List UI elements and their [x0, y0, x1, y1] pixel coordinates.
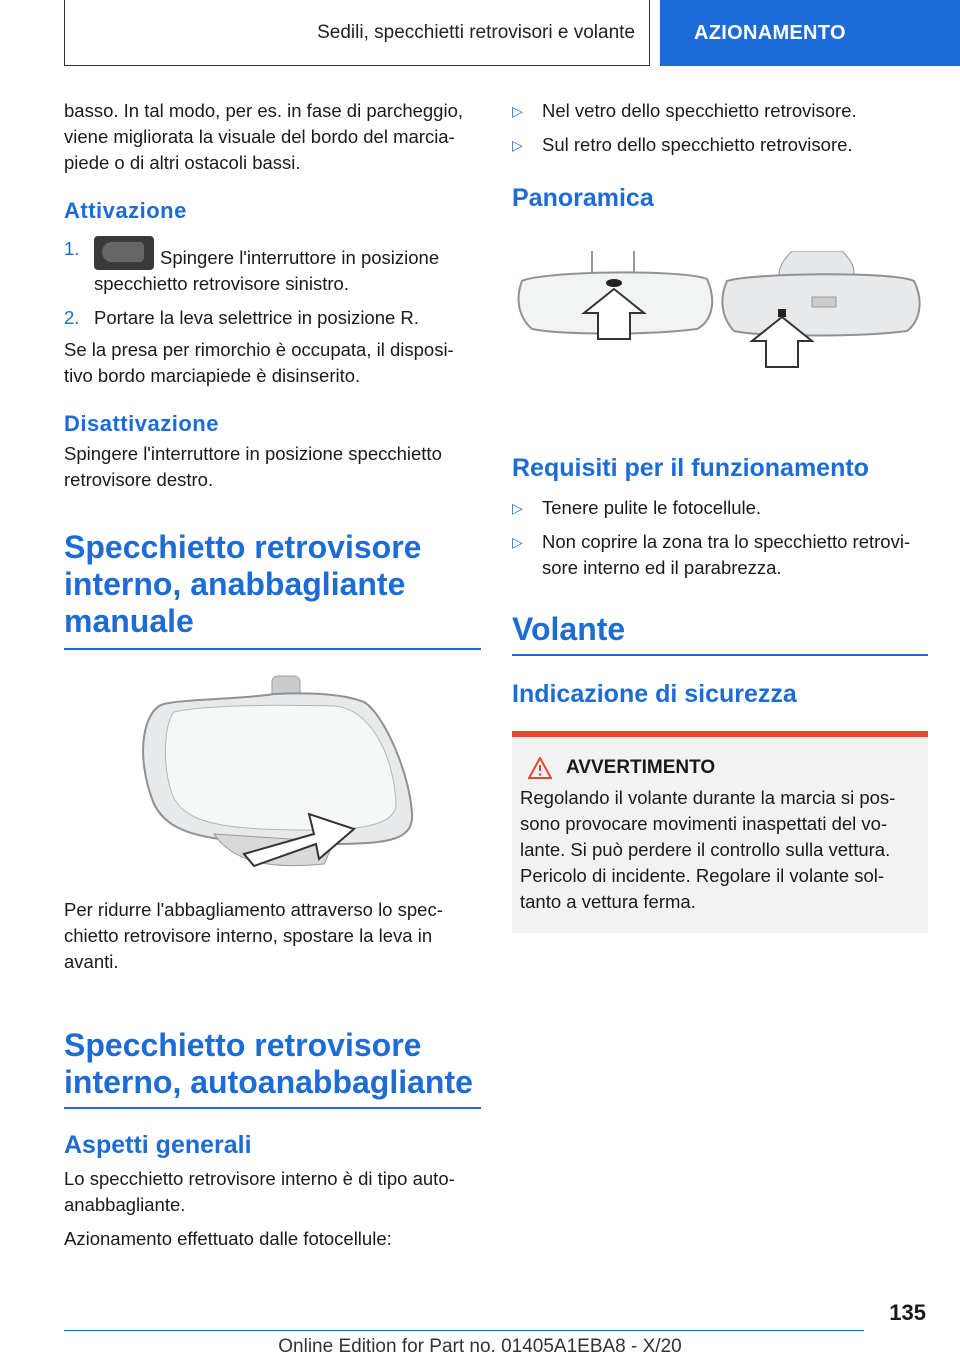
- list-item-text: Nel vetro dello specchietto retrovisore.: [542, 100, 857, 121]
- list-item: [512, 529, 928, 581]
- manual-mirror-image: [124, 674, 481, 879]
- left-column: [64, 98, 481, 1252]
- safety-heading: Indicazione di sicurezza: [512, 680, 797, 708]
- triangle-bullet-icon: ▷: [512, 534, 523, 550]
- page-number: 135: [889, 1300, 926, 1325]
- list-item-text: Sul retro dello specchietto retrovisore.: [542, 134, 853, 155]
- warning-title-text: AVVERTIMENTO: [566, 757, 716, 778]
- section-title: [64, 0, 650, 66]
- overview-heading: Panoramica: [512, 184, 654, 212]
- triangle-bullet-icon: ▷: [512, 500, 523, 516]
- intro-paragraph: basso. In tal modo, per es. in fase di parcheggio, viene migliorata la visuale del bordo del marcia-piede o di altri ostacoli bassi.: [64, 100, 464, 173]
- manual-mirror-text: Per ridurre l'abbagliamento attraverso lo spec-chietto retrovisore interno, spostare la leva in avanti.: [64, 899, 443, 972]
- overview-image: [512, 251, 928, 406]
- step-text: Spingere l'interruttore in posizione specchietto retrovisore sinistro.: [94, 247, 440, 294]
- triangle-bullet-icon: ▷: [512, 137, 523, 153]
- activation-heading: Attivazione: [64, 198, 187, 223]
- list-item: [512, 132, 928, 158]
- mirror-switch-icon: [94, 236, 154, 270]
- warning-triangle-icon: [528, 757, 552, 779]
- step-number: 2.: [64, 307, 80, 328]
- requirements-list: [512, 495, 928, 581]
- manual-mirror-heading: Specchietto retrovisore interno, anabbagliante manuale: [64, 529, 481, 650]
- sensor-list: [512, 98, 928, 158]
- triangle-bullet-icon: ▷: [512, 103, 523, 119]
- general-heading: Aspetti generali: [64, 1131, 252, 1159]
- footer-edition: Online Edition for Part no. 01405A1EBA8 - X/20: [278, 1336, 682, 1357]
- steering-heading: Volante: [512, 611, 928, 656]
- deactivation-text: Spingere l'interruttore in posizione specchietto retrovisore destro.: [64, 443, 442, 490]
- step-number: 1.: [64, 238, 80, 259]
- chapter-tab[interactable]: [660, 0, 960, 66]
- right-column: [512, 98, 928, 933]
- step-item: [64, 236, 481, 297]
- section-title-text: Sedili, specchietti retrovisori e volante: [317, 21, 635, 43]
- list-item-text: Tenere pulite le fotocellule.: [542, 497, 762, 518]
- list-item: [512, 98, 928, 124]
- warning-title: [520, 757, 918, 779]
- footer-divider: [64, 1330, 864, 1331]
- warning-text: Regolando il volante durante la marcia si pos-sono provocare movimenti inaspettati del vo-lante. Si può perdere il controllo sulla vettura. Pericolo di incidente. Regolare il volante sol-tanto a vettura ferma.: [520, 787, 896, 912]
- chapter-label: AZIONAMENTO: [694, 21, 846, 44]
- warning-box: [512, 731, 928, 933]
- trailer-note: Se la presa per rimorchio è occupata, il disposi-tivo bordo marciapiede è disinserito.: [64, 339, 454, 386]
- list-item-text: Non coprire la zona tra lo specchietto retrovi-sore interno ed il parabrezza.: [542, 531, 911, 578]
- auto-mirror-heading: Specchietto retrovisore interno, autoanabbagliante: [64, 1027, 481, 1109]
- requirements-heading: Requisiti per il funzionamento: [512, 454, 869, 482]
- general-text: Lo specchietto retrovisore interno è di tipo auto-anabbagliante.: [64, 1168, 455, 1215]
- step-item: [64, 305, 481, 331]
- activation-steps: [64, 236, 481, 331]
- sensors-text: Azionamento effettuato dalle fotocellule:: [64, 1228, 392, 1249]
- step-text: Portare la leva selettrice in posizione R.: [94, 307, 419, 328]
- list-item: [512, 495, 928, 521]
- deactivation-heading: Disattivazione: [64, 411, 219, 436]
